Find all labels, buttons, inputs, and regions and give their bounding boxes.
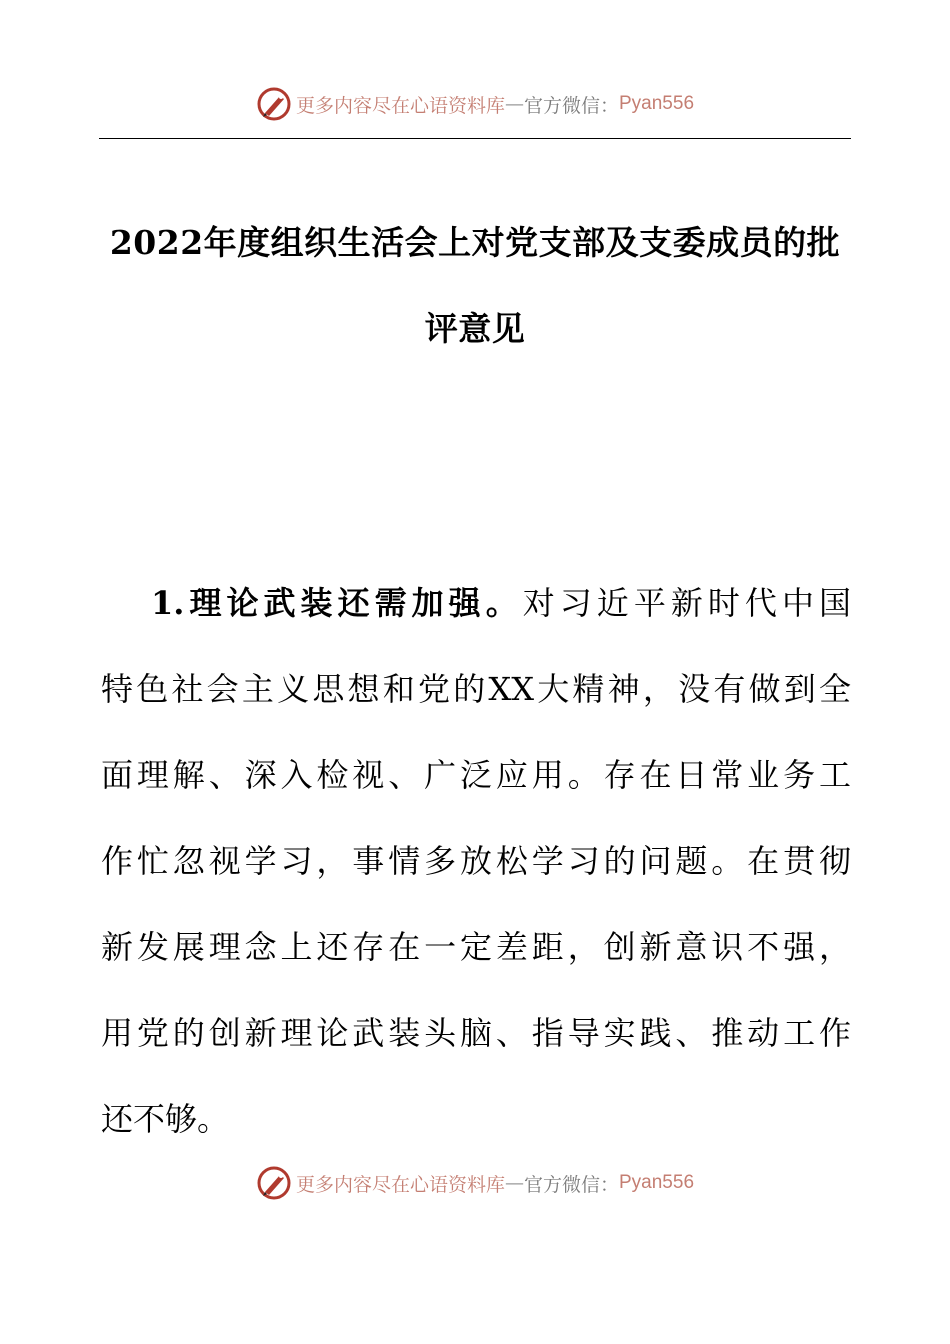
watermark-separator: — <box>504 93 524 115</box>
document-title <box>99 200 851 372</box>
paragraph-line-2: 特色社会主义思想和党的XX大精神，没有做到全 <box>101 670 851 708</box>
watermark-wechat-label: 官方微信： <box>523 1173 619 1196</box>
title-line-1: 2022年度组织生活会上对党支部及支委成员的批 <box>109 223 841 262</box>
watermark-text: 更多内容尽在心语资料库 <box>295 1173 505 1196</box>
paragraph-line-7: 还不够。 <box>101 1100 230 1138</box>
paragraph-line-6: 用党的创新理论武装头脑、指导实践、推动工作 <box>101 1014 851 1052</box>
paragraph-line-1-text: 对习近平新时代中国 <box>522 584 851 622</box>
section-heading: 1.理论武装还需加强。 <box>151 584 523 622</box>
paragraph-line-3: 面理解、深入检视、广泛应用。存在日常业务工 <box>101 756 851 794</box>
paragraph-line-1 <box>101 560 851 646</box>
section-paragraph <box>101 560 851 1162</box>
watermark-wechat-id: Pyan556 <box>619 93 695 114</box>
header-watermark <box>0 84 950 124</box>
pen-logo-icon <box>256 1165 292 1201</box>
footer-watermark <box>0 1163 950 1203</box>
watermark-wechat-id: Pyan556 <box>619 1172 695 1193</box>
watermark-text: 更多内容尽在心语资料库 <box>295 94 505 117</box>
pen-logo-icon <box>256 86 292 122</box>
watermark-wechat-label: 官方微信： <box>523 94 619 117</box>
paragraph-line-4: 作忙忽视学习，事情多放松学习的问题。在贯彻 <box>101 842 851 880</box>
paragraph-line-5: 新发展理念上还存在一定差距，创新意识不强， <box>101 928 851 966</box>
header-divider <box>99 138 851 139</box>
title-line-2: 评意见 <box>424 309 526 348</box>
watermark-separator: — <box>504 1172 524 1194</box>
